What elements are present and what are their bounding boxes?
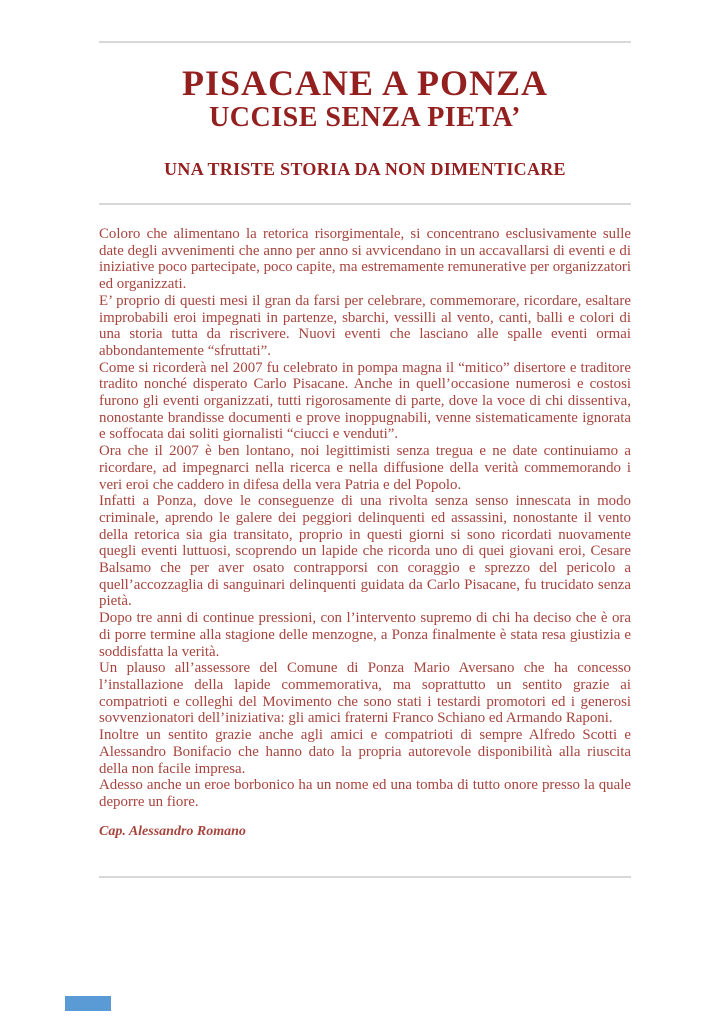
paragraph: Ora che il 2007 è ben lontano, noi legittimisti senza tregua e ne date continuiamo a ricordare, ad impegnarci nella ricerca e nella diffusione della verità commemorando i veri eroi che caddero in difesa della vera Patria e del Popolo. — [99, 443, 631, 493]
title-block — [99, 65, 631, 132]
paragraph: Come si ricorderà nel 2007 fu celebrato in pompa magna il “mitico” disertore e traditore tradito nonché disperato Carlo Pisacane. Anche in quell’occasione numerosi e costosi furono gli eventi organizzati, tutti rigorosamente di parte, dove la voce di chi dissentiva, nonostante brandisse documenti e prove inoppugnabili, venne sistematicamente ignorata e soffocata dai soliti giornalisti “ciucci e venduti”. — [99, 359, 631, 443]
top-divider — [99, 41, 631, 43]
paragraph: Adesso anche un eroe borbonico ha un nome ed una tomba di tutto onore presso la quale deporre un fiore. — [99, 777, 631, 810]
paragraph: Inoltre un sentito grazie anche agli amici e compatrioti di sempre Alfredo Scotti e Alessandro Bonifacio che hanno dato la propria autorevole disponibilità alla riuscita della non facile impresa. — [99, 727, 631, 777]
paragraph: Infatti a Ponza, dove le conseguenze di una rivolta senza senso innescata in modo criminale, aprendo le galere dei peggiori delinquenti ed assassini, nonostante il vento della retorica sia gia transitato, proprio in questi giorni si sono ricordati nuovamente quegli eventi luttuosi, scoprendo un lapide che ricorda uno di quei giovani eroi, Cesare Balsamo che per aver osato contrapporsi con coraggio e sprezzo del pericolo a quell’accozzaglia di sanguinari delinquenti guidata da Carlo Pisacane, fu trucidato senza pietà. — [99, 493, 631, 610]
page-title: PISACANE A PONZA — [181, 63, 549, 103]
paragraph: E’ proprio di questi mesi il gran da farsi per celebrare, commemorare, ricordare, esaltare improbabili eroi impegnati in partenze, sbarchi, vessilli al vento, canti, balli e colori di una storia tutta da riscrivere. Nuovi eventi che lasciano alle spalle eventi ormai abbondantemente “sfruttati”. — [99, 292, 631, 359]
body-text — [99, 226, 631, 811]
signature: Cap. Alessandro Romano — [99, 823, 246, 839]
paragraph: Un plauso all’assessore del Comune di Ponza Mario Aversano che ha concesso l’installazione della lapide commemorativa, ma soprattutto un sentito grazie ai compatrioti e colleghi del Movimento che sono stati i testardi promotori ed i generosi sovvenzionatori dell’iniziativa: gli amici fraterni Franco Schiano ed Armando Raponi. — [99, 660, 631, 727]
page-subtitle: UCCISE SENZA PIETA’ — [209, 102, 521, 133]
paragraph: Dopo tre anni di continue pressioni, con l’intervento supremo di chi ha deciso che è ora di porre termine alla stagione delle menzogne, a Ponza finalmente è stata resa giustizia e soddisfatta la verità. — [99, 610, 631, 660]
bottom-divider — [99, 876, 631, 878]
page-tagline: UNA TRISTE STORIA DA NON DIMENTICARE — [164, 159, 566, 179]
header-divider — [99, 203, 631, 205]
paragraph: Coloro che alimentano la retorica risorgimentale, si concentrano esclusivamente sulle date degli avvenimenti che anno per anno si avvicendano in un accavallarsi di eventi e di iniziative poco partecipate, poco capite, ma estremamente remunerative per organizzatori ed organizzati. — [99, 226, 631, 293]
document-page — [99, 0, 631, 878]
page-bottom-marker[interactable] — [65, 996, 111, 1011]
